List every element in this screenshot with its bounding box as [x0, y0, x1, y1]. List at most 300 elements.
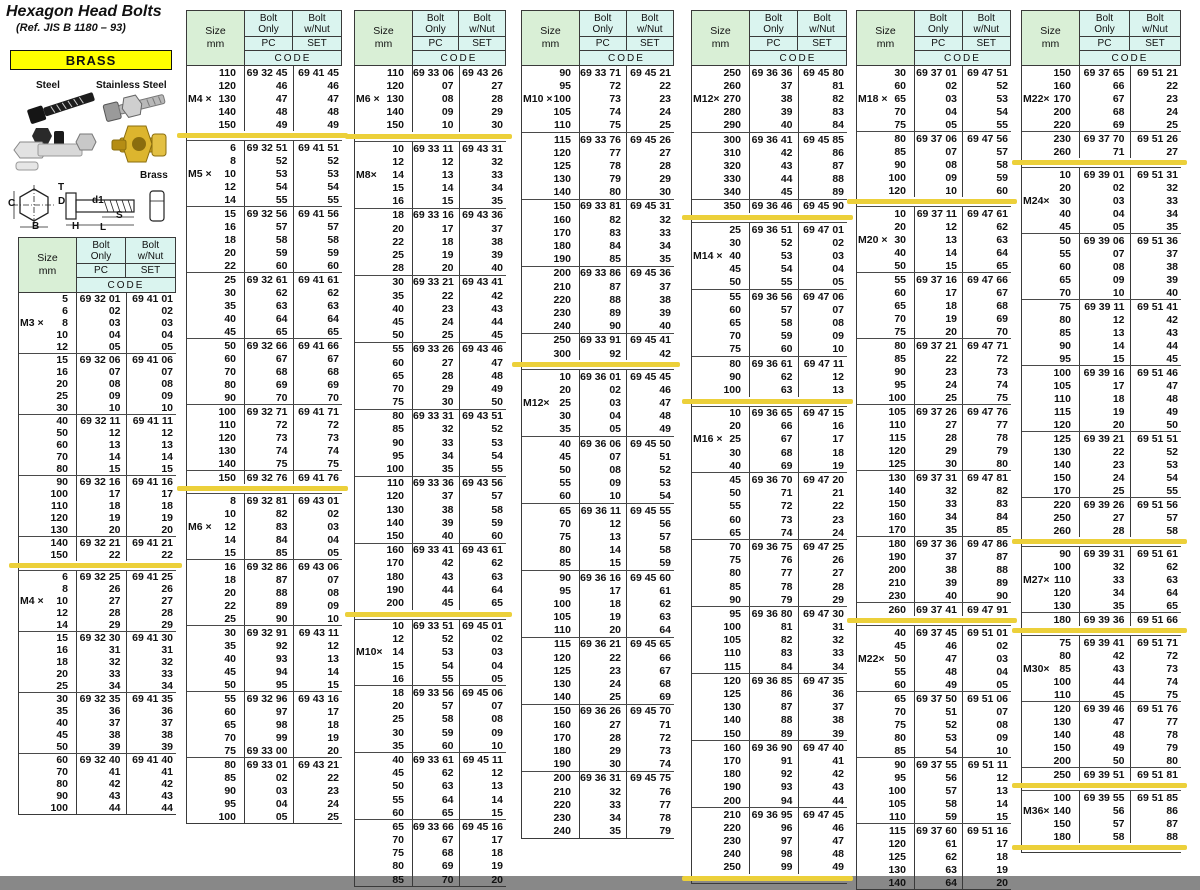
table-row [522, 463, 674, 476]
table-row [187, 273, 342, 286]
size-value: 70 [894, 105, 906, 118]
row-block [692, 539, 847, 606]
size-value: 150 [723, 727, 741, 740]
table-row [857, 431, 1011, 444]
size-value: 200 [1053, 105, 1071, 118]
set-code: 25 [327, 810, 339, 823]
table-row [522, 571, 674, 584]
pc-code: 19 [77, 512, 127, 524]
code-table-column-2 [186, 10, 342, 824]
table-row [19, 512, 176, 524]
pc-code: 39 [77, 741, 127, 753]
pc-code: 54 [915, 744, 963, 757]
size-value: 100 [218, 810, 236, 823]
size-value: 90 [559, 571, 571, 584]
size-value: 260 [723, 79, 741, 92]
table-row [19, 463, 176, 475]
table-row [355, 182, 506, 195]
yellow-divider [1012, 628, 1187, 633]
size-value: 60 [894, 286, 906, 299]
table-row [355, 462, 506, 475]
table-row [19, 571, 176, 583]
pc-code: 43 [750, 159, 799, 172]
set-code: 33 [491, 168, 503, 181]
size-value: 10 [224, 507, 236, 520]
pc-code: 38 [915, 563, 963, 576]
table-row [522, 450, 674, 463]
size-value: 45 [392, 315, 404, 328]
size-value: 40 [1059, 207, 1071, 220]
table-row [1022, 741, 1181, 754]
set-code: 69 41 40 [132, 754, 173, 766]
set-code: 60 [491, 529, 503, 542]
table-row [187, 286, 342, 299]
table-header [521, 10, 674, 66]
table-row [1022, 754, 1181, 767]
table-row [1022, 636, 1181, 649]
set-code: 08 [327, 586, 339, 599]
size-value: 105 [888, 405, 906, 418]
table-row [857, 665, 1011, 678]
table-body [521, 66, 674, 839]
table-row [355, 557, 506, 570]
set-code: 52 [996, 79, 1008, 92]
table-row [1022, 405, 1181, 418]
set-code: 52 [659, 464, 671, 477]
yellow-divider [345, 134, 512, 139]
set-code: 13 [996, 784, 1008, 797]
pc-code: 69 37 70 [1080, 132, 1131, 145]
pc-code: 57 [1080, 817, 1131, 830]
set-code: 63 [491, 570, 503, 583]
table-row [187, 797, 342, 810]
table-row [692, 821, 847, 834]
set-code: 14 [996, 797, 1008, 810]
size-value: 100 [723, 383, 741, 396]
size-value: 190 [888, 550, 906, 563]
size-value: 50 [392, 780, 404, 793]
row-block [692, 222, 847, 289]
pc-code: 30 [413, 396, 460, 409]
row-block [355, 752, 506, 819]
row-block [857, 470, 1011, 536]
pc-code: 43 [77, 790, 127, 802]
pc-code: 85 [245, 546, 294, 559]
size-value: 30 [56, 693, 68, 705]
pc-code: 69 36 75 [750, 540, 799, 553]
table-row [19, 693, 176, 705]
size-value: 290 [723, 119, 741, 132]
table-row [522, 423, 674, 436]
table-row [522, 200, 674, 213]
set-code: 75 [996, 391, 1008, 404]
set-code: 69 43 41 [462, 276, 503, 289]
set-code: 14 [161, 451, 173, 463]
table-row [355, 544, 506, 557]
pc-code: 69 [245, 378, 294, 391]
pc-code: 59 [413, 726, 460, 739]
row-block [1022, 497, 1181, 537]
table-row [187, 339, 342, 352]
set-code: 49 [491, 382, 503, 395]
pc-code: 54 [245, 180, 294, 193]
size-value: 190 [386, 583, 404, 596]
size-value: 60 [729, 303, 741, 316]
header-set: SET [1130, 37, 1180, 51]
header-pc: PC [1080, 37, 1130, 51]
pc-code: 38 [77, 729, 127, 741]
pc-code: 69 36 65 [750, 407, 799, 420]
size-value: 65 [392, 369, 404, 382]
table-row [355, 142, 506, 155]
size-value: 30 [894, 233, 906, 246]
size-value: 120 [888, 444, 906, 457]
table-row [355, 659, 506, 672]
pc-code: 03 [245, 784, 294, 797]
size-value: 50 [224, 339, 236, 352]
pc-code: 18 [77, 500, 127, 512]
table-row [522, 664, 674, 677]
table-row [1022, 366, 1181, 379]
set-code: 42 [491, 289, 503, 302]
size-value: 140 [386, 516, 404, 529]
table-row [19, 488, 176, 500]
pc-code: 89 [580, 306, 627, 319]
set-code: 40 [659, 320, 671, 333]
pc-code: 69 36 11 [580, 504, 627, 517]
size-value: 100 [50, 802, 68, 814]
set-code: 74 [659, 758, 671, 771]
table-row [1022, 649, 1181, 662]
size-value: 60 [56, 754, 68, 766]
table-row [1022, 817, 1181, 830]
thread-size-label: M16 × [693, 433, 723, 446]
table-row [355, 369, 506, 382]
size-value: 60 [224, 352, 236, 365]
size-value: 180 [723, 768, 741, 781]
pc-code: 69 36 95 [750, 808, 799, 821]
set-code: 08 [996, 718, 1008, 731]
pc-code: 19 [413, 248, 460, 261]
table-row [19, 476, 176, 488]
set-code: 34 [161, 680, 173, 692]
set-code: 32 [832, 634, 844, 647]
pc-code: 69 36 61 [750, 357, 799, 370]
pc-code: 59 [915, 810, 963, 823]
set-code: 69 47 76 [967, 405, 1008, 418]
set-code: 69 45 85 [803, 133, 844, 146]
pc-code: 22 [1080, 445, 1131, 458]
product-photos-illustration [8, 76, 180, 180]
table-row [19, 305, 176, 317]
table-row [692, 567, 847, 580]
size-value: 90 [559, 66, 571, 79]
pc-code: 36 [77, 705, 127, 717]
row-block [522, 66, 674, 132]
code-table-column-3 [354, 10, 506, 887]
pc-code: 68 [1080, 105, 1131, 118]
row-block [1022, 635, 1181, 701]
table-row [522, 437, 674, 450]
set-code: 39 [491, 249, 503, 262]
set-code: 09 [161, 390, 173, 402]
table-row [692, 687, 847, 700]
size-value: 70 [56, 766, 68, 778]
size-value: 350 [723, 200, 741, 213]
pc-code: 69 36 06 [580, 437, 627, 450]
set-code: 28 [659, 159, 671, 172]
table-row [355, 713, 506, 726]
size-value: 30 [729, 236, 741, 249]
size-value: 70 [1059, 286, 1071, 299]
size-value: 55 [1059, 247, 1071, 260]
set-code: 85 [996, 523, 1008, 536]
set-code: 39 [1166, 273, 1178, 286]
size-value: 70 [392, 834, 404, 847]
size-value: 6 [62, 571, 68, 583]
size-value: 70 [224, 731, 236, 744]
pc-code: 68 [245, 365, 294, 378]
pc-code: 93 [245, 652, 294, 665]
size-value: 200 [553, 267, 571, 280]
pc-code: 33 [77, 668, 127, 680]
pc-code: 87 [245, 573, 294, 586]
pc-code: 18 [413, 235, 460, 248]
size-value: 30 [894, 66, 906, 79]
pc-code: 45 [1080, 688, 1131, 701]
size-value: 45 [224, 325, 236, 338]
yellow-divider [682, 399, 853, 404]
size-value: 65 [224, 718, 236, 731]
pc-code: 69 32 06 [77, 354, 127, 366]
table-row [1022, 445, 1181, 458]
pc-code: 60 [750, 343, 799, 356]
pc-code: 69 33 26 [413, 343, 460, 356]
pc-code: 17 [413, 222, 460, 235]
size-value: 85 [392, 423, 404, 436]
set-code: 52 [1166, 445, 1178, 458]
size-value: 35 [56, 705, 68, 717]
set-code: 54 [659, 490, 671, 503]
size-value: 40 [56, 415, 68, 427]
pc-code: 77 [750, 567, 799, 580]
size-value: 70 [56, 451, 68, 463]
table-row [1022, 498, 1181, 511]
pc-code: 92 [245, 639, 294, 652]
table-row [857, 784, 1011, 797]
set-code: 59 [327, 246, 339, 259]
header-code: CODE [245, 51, 341, 65]
set-code: 38 [659, 293, 671, 306]
size-value: 50 [729, 276, 741, 289]
row-block [1022, 131, 1181, 158]
table-row [857, 678, 1011, 691]
set-code: 69 43 06 [298, 560, 339, 573]
pc-code: 69 37 60 [915, 824, 963, 837]
table-row [857, 652, 1011, 665]
pc-code: 69 32 40 [77, 754, 127, 766]
table-row [187, 494, 342, 507]
pc-code: 15 [1080, 352, 1131, 365]
code-table-column-4 [521, 10, 674, 839]
table-row [355, 66, 506, 79]
row-block [187, 625, 342, 691]
size-value: 75 [1059, 300, 1071, 313]
table-row [857, 299, 1011, 312]
row-block [522, 436, 674, 503]
pc-code: 69 37 36 [915, 537, 963, 550]
set-code: 69 43 01 [298, 494, 339, 507]
table-row [692, 794, 847, 807]
table-row [1022, 260, 1181, 273]
size-value: 30 [392, 276, 404, 289]
set-code: 77 [659, 798, 671, 811]
table-row [355, 356, 506, 369]
set-code: 82 [832, 92, 844, 105]
size-value: 50 [894, 259, 906, 272]
set-code: 71 [659, 718, 671, 731]
set-code: 47 [659, 397, 671, 410]
pc-code: 85 [580, 253, 627, 266]
yellow-divider [177, 133, 348, 138]
set-code: 69 41 66 [298, 339, 339, 352]
set-code: 69 51 71 [1137, 636, 1178, 649]
table-row [857, 550, 1011, 563]
set-code: 69 51 41 [1137, 300, 1178, 313]
set-code: 34 [491, 182, 503, 195]
pc-code: 03 [915, 92, 963, 105]
size-value: 40 [894, 626, 906, 639]
size-value: 75 [729, 343, 741, 356]
pc-code: 70 [413, 873, 460, 886]
set-code: 54 [491, 449, 503, 462]
pc-code: 38 [413, 503, 460, 516]
header-bolt-wnut: Bolt w/Nut [1130, 11, 1180, 37]
pc-code: 49 [245, 118, 294, 131]
header-pc: PC [77, 264, 126, 278]
pc-code: 19 [580, 611, 627, 624]
header-size: Size mm [187, 11, 245, 65]
table-row [19, 329, 176, 341]
table-row [19, 500, 176, 512]
size-value: 100 [1053, 560, 1071, 573]
size-value: 110 [387, 477, 404, 490]
set-code: 08 [832, 316, 844, 329]
table-row [355, 596, 506, 609]
set-code: 48 [659, 410, 671, 423]
size-value: 8 [230, 494, 236, 507]
pc-code: 79 [750, 593, 799, 606]
table-row [187, 678, 342, 691]
table-row [692, 526, 847, 539]
pc-code: 20 [413, 262, 460, 275]
set-code: 65 [327, 325, 339, 338]
thread-size-label: M27× [1023, 573, 1050, 586]
set-code: 69 51 85 [1137, 791, 1178, 804]
pc-code: 69 39 26 [1080, 498, 1131, 511]
row-block [187, 66, 342, 131]
set-code: 33 [832, 647, 844, 660]
pc-code: 53 [413, 646, 460, 659]
set-code: 69 41 21 [132, 537, 173, 549]
pc-code: 72 [580, 79, 627, 92]
pc-code: 69 32 11 [77, 415, 127, 427]
set-code: 27 [659, 146, 671, 159]
row-block [1022, 701, 1181, 767]
set-code: 62 [659, 597, 671, 610]
set-code: 69 45 26 [630, 133, 671, 146]
table-row [692, 146, 847, 159]
pc-code: 17 [77, 488, 127, 500]
set-code: 04 [491, 659, 503, 672]
set-code: 07 [832, 303, 844, 316]
set-code: 74 [327, 444, 339, 457]
table-row [692, 848, 847, 861]
pc-code: 10 [413, 119, 460, 132]
table-row [187, 810, 342, 823]
header-code: CODE [1080, 51, 1180, 65]
table-row [187, 718, 342, 731]
pc-code: 18 [915, 299, 963, 312]
size-value: 10 [894, 207, 906, 220]
table-row [522, 267, 674, 280]
size-value: 75 [1059, 636, 1071, 649]
pc-code: 41 [77, 766, 127, 778]
set-code: 64 [327, 312, 339, 325]
pc-code: 74 [580, 106, 627, 119]
table-row [355, 780, 506, 793]
table-row [1022, 194, 1181, 207]
pc-code: 52 [245, 154, 294, 167]
pc-code: 22 [915, 352, 963, 365]
size-value: 310 [723, 146, 741, 159]
size-value: 85 [894, 145, 906, 158]
set-code: 54 [996, 105, 1008, 118]
set-code: 32 [161, 656, 173, 668]
set-code: 50 [1166, 418, 1178, 431]
set-code: 69 47 40 [803, 741, 844, 754]
table-row [355, 726, 506, 739]
size-value: 100 [1053, 791, 1071, 804]
header-set: SET [459, 37, 505, 51]
pc-code: 69 32 66 [245, 339, 294, 352]
pc-code: 34 [580, 811, 627, 824]
set-code: 38 [1166, 260, 1178, 273]
table-row [355, 343, 506, 356]
reference-standard: (Ref. JIS B 1180 – 93) [16, 21, 126, 34]
pc-code: 69 36 85 [750, 674, 799, 687]
pc-code: 09 [413, 106, 460, 119]
size-value: 120 [1053, 702, 1071, 715]
pc-code: 13 [413, 168, 460, 181]
pc-code: 40 [750, 119, 799, 132]
set-code: 29 [659, 173, 671, 186]
pc-code: 19 [915, 312, 963, 325]
set-code: 69 51 01 [967, 626, 1008, 639]
thread-size-label: M6 × [356, 92, 380, 105]
set-code: 37 [491, 222, 503, 235]
table-row [19, 427, 176, 439]
pc-code: 78 [580, 159, 627, 172]
pc-code: 34 [77, 680, 127, 692]
size-value: 20 [224, 586, 236, 599]
set-code: 55 [1166, 484, 1178, 497]
yellow-divider [345, 612, 512, 617]
size-value: 12 [392, 155, 404, 168]
yellow-divider [682, 876, 853, 881]
size-value: 70 [224, 365, 236, 378]
set-code: 61 [659, 584, 671, 597]
